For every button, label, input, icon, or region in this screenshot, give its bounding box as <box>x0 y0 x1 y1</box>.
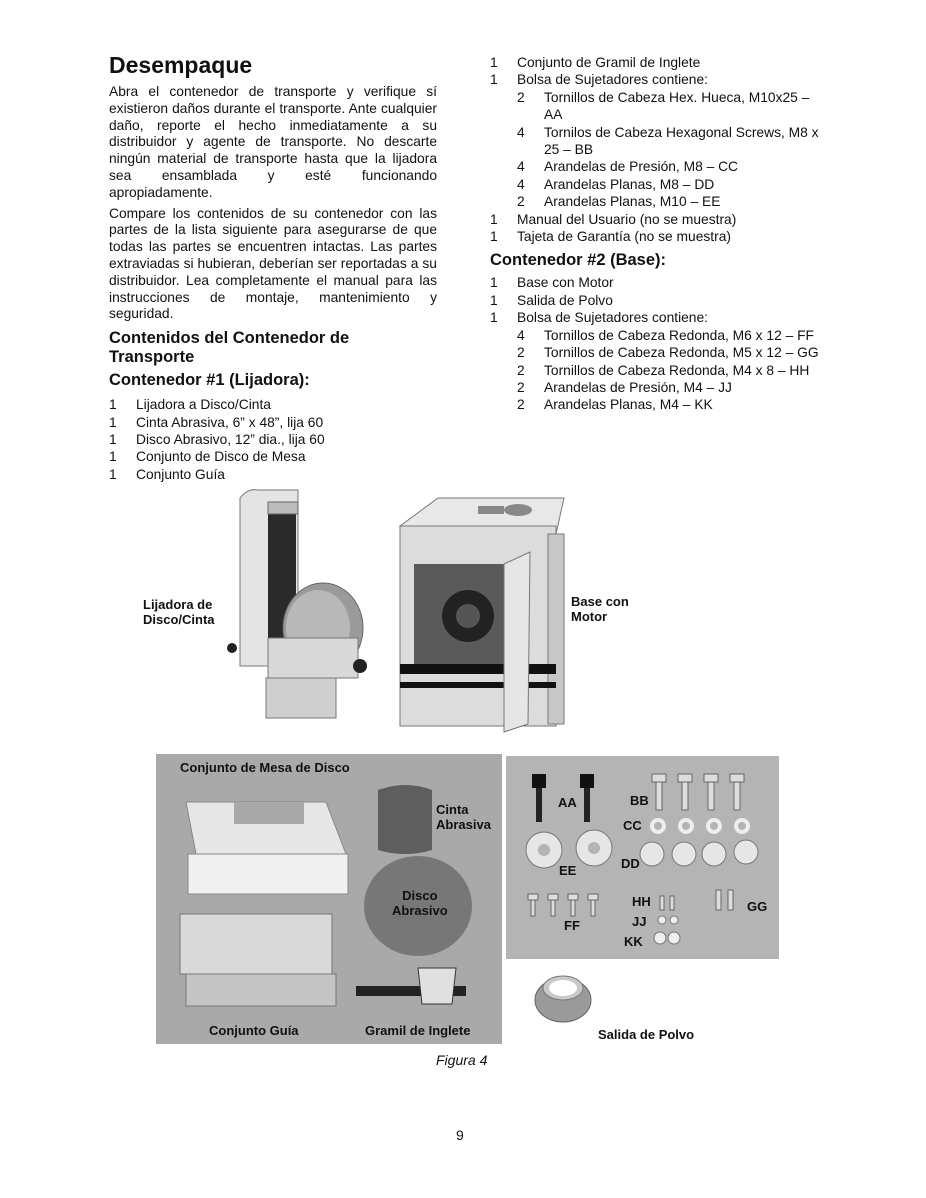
container-1-list <box>109 396 437 483</box>
accessories-photo <box>156 754 502 1044</box>
list-item: 1 Lijadora a Disco/Cinta <box>109 397 271 413</box>
list-item: 1 Bolsa de Sujetadores contiene: <box>490 72 708 88</box>
list-item: 4 Arandelas de Presión, M8 – CC <box>517 159 739 175</box>
label-ff: FF <box>564 918 580 933</box>
label-hh: HH <box>632 894 651 909</box>
page-title: Desempaque <box>109 52 253 78</box>
base-label: Base con Motor <box>571 594 629 624</box>
container-2-heading: Contenedor #2 (Base): <box>490 251 667 270</box>
list-item: 1 Cinta Abrasiva, 6” x 48”, lija 60 <box>109 414 324 430</box>
table-label: Conjunto de Mesa de Disco <box>180 760 350 775</box>
page-number: 9 <box>456 1127 464 1143</box>
list-item: 4 Tornilos de Cabeza Hexagonal Screws, M8 x 25 – BB <box>517 124 819 158</box>
list-item: 2 Tornillos de Cabeza Hex. Hueca, M10x25 – AA <box>517 89 810 123</box>
right-column <box>490 54 830 414</box>
belt-label: Cinta Abrasiva <box>436 802 491 832</box>
label-bb: BB <box>630 793 649 808</box>
list-item: 2 Tornillos de Cabeza Redonda, M5 x 12 – GG <box>517 345 819 361</box>
list-item: 2 Tornillos de Cabeza Redonda, M4 x 8 – HH <box>517 362 810 378</box>
label-kk: KK <box>624 934 643 949</box>
label-aa: AA <box>558 795 577 810</box>
label-jj: JJ <box>632 914 647 929</box>
dust-port-label: Salida de Polvo <box>598 1027 695 1042</box>
list-item: 2 Arandelas de Presión, M4 – JJ <box>517 379 732 395</box>
list-item: 1 Manual del Usuario (no se muestra) <box>490 211 737 227</box>
label-dd: DD <box>621 856 640 871</box>
fastener-bag-2-list <box>490 327 830 414</box>
list-item: 1 Salida de Polvo <box>490 292 613 308</box>
list-item: 1 Disco Abrasivo, 12” dia., lija 60 <box>109 431 325 447</box>
list-item: 4 Arandelas Planas, M8 – DD <box>517 176 715 192</box>
sander-label: Lijadora de Disco/Cinta <box>143 597 215 627</box>
compare-paragraph: Compare los contenidos de su contenedor con las partes de la lista siguiente para asegurarse de que todas las partes se encuentren intactas. Las partes extraviadas si hubieran, deberían ser reportadas a su distribuidor. Lea completamente el manual para las instrucciones de montaje, mantenimiento y seguridad. <box>109 205 437 322</box>
contents-heading: Contenidos del Contenedor de Transporte <box>109 329 350 367</box>
list-item: 1 Base con Motor <box>490 275 614 291</box>
list-item: 1 Conjunto de Disco de Mesa <box>109 449 306 465</box>
list-item: 2 Arandelas Planas, M4 – KK <box>517 397 713 413</box>
list-item: 1 Bolsa de Sujetadores contiene: <box>490 310 708 326</box>
dust-port-photo <box>532 966 594 1028</box>
fence-label: Conjunto Guía <box>209 1023 299 1038</box>
intro-paragraph: Abra el contenedor de transporte y verifique sí existieron daños durante el transporte. Ante cualquier daño, reporte el hecho inmediatamente a su distribuidor y agente de transporte. No descarte ningún material de transporte hasta que la lijadora sea ensamblada y esté funcionando apropiadamente. <box>109 84 437 200</box>
base-motor-photo <box>398 496 566 738</box>
list-item: 2 Arandelas Planas, M10 – EE <box>517 194 721 210</box>
list-item: 1 Conjunto de Gramil de Inglete <box>490 55 701 70</box>
list-item: 1 Tajeta de Garantía (no se muestra) <box>490 229 731 245</box>
disc-label: Disco Abrasivo <box>392 888 448 918</box>
figure-caption: Figura 4 <box>436 1052 488 1068</box>
list-item: 1 Conjunto Guía <box>109 466 225 482</box>
label-ee: EE <box>559 863 577 878</box>
container-1-heading: Contenedor #1 (Lijadora): <box>109 371 310 390</box>
list-item: 4 Tornillos de Cabeza Redonda, M6 x 12 – FF <box>517 327 814 343</box>
fastener-bag-1-list <box>490 89 830 211</box>
sander-photo <box>218 488 378 728</box>
left-column <box>109 52 437 483</box>
label-gg: GG <box>747 899 768 914</box>
label-cc: CC <box>623 818 642 833</box>
miter-label: Gramil de Inglete <box>365 1023 471 1038</box>
